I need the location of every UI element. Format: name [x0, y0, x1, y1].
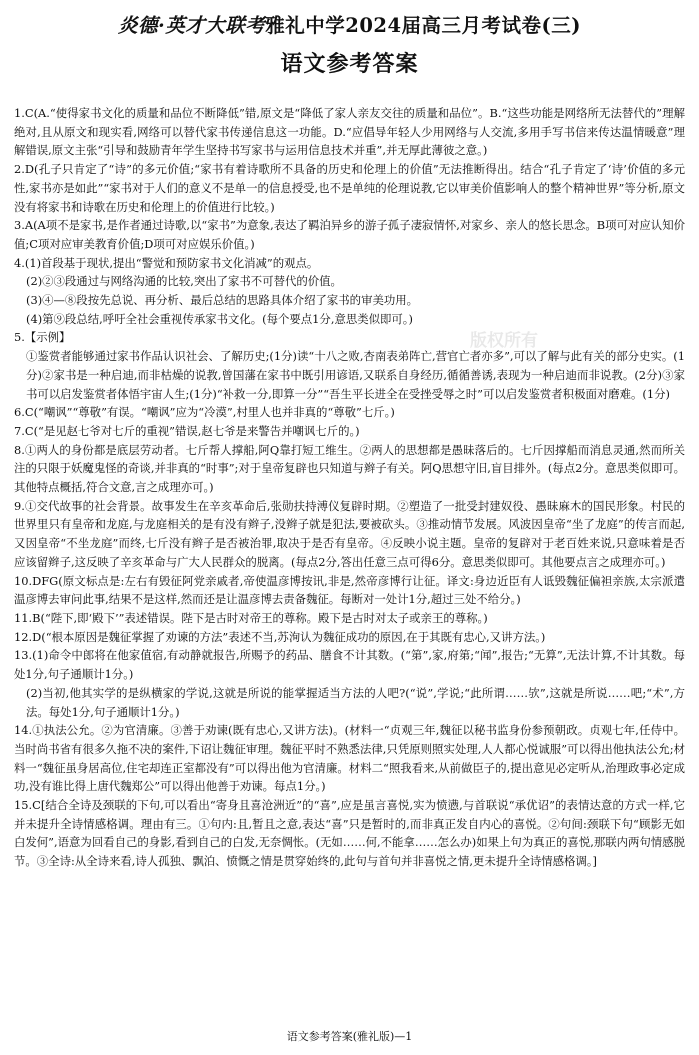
answer-item [14, 422, 685, 441]
answer-number: 3. [14, 218, 25, 233]
answer-number: 12. [14, 629, 33, 644]
answer-item [14, 572, 685, 609]
answer-item [14, 291, 685, 310]
answer-text: 【示例】 [24, 330, 71, 345]
answer-number: 11. [14, 610, 33, 625]
answer-item [14, 609, 685, 628]
school-exam-name: 雅礼中学2024届高三月考试卷(三) [265, 14, 582, 37]
answer-text: (2)当初,他其实学的是纵横家的学说,这就是所说的能掌握适当方法的人吧?(“说”,学说;“此所谓……欤”,这就是所说……吧;“术”,方法。每处1分,句子通顺计1分。) [26, 685, 685, 719]
answer-text: (3)④—⑧段按先总说、再分析、最后总结的思路具体介绍了家书的审美功用。 [26, 293, 419, 308]
answer-number: 9. [14, 498, 25, 513]
answer-text: C[结合全诗及颈联的下句,可以看出“寄身且喜沧洲近”的“喜”,应是虽言喜悦,实为愤懑,与首联说“承优诏”的表情达意的方式一样,它并未提升全诗情感格调。理由有三。①句内:且,暂且之意,表达“喜”只是暂时的,而非真正发自内心的喜悦。②句间:颈联下句“顾影无如白发何”,语意为回看自己的身影,看到自己的白发,无奈惆怅。(无如……何,不能拿……怎么办)如果上句为真正的喜悦,那联内两句情感脱节。③全诗:从全诗来看,诗人孤独、飘泊、愤慨之情是贯穿始终的,此句与首句并非喜悦之情,更未提升全诗情感格调。] [14, 798, 685, 869]
answer-number: 6. [14, 405, 25, 420]
answer-number: 13. [14, 648, 33, 663]
answer-item [14, 684, 685, 721]
answer-number: 5. [14, 330, 25, 345]
answer-text: (2)②③段通过与网络沟通的比较,突出了家书不可替代的价值。 [26, 274, 342, 289]
exam-title [0, 14, 699, 38]
answer-number: 15. [14, 798, 33, 813]
answer-number: 7. [14, 423, 25, 438]
answer-number: 2. [14, 162, 25, 177]
answer-item [14, 628, 685, 647]
answer-item [14, 272, 685, 291]
answer-item [14, 328, 685, 347]
answer-text: (4)第⑨段总结,呼吁全社会重视传承家书文化。(每个要点1分,意思类似即可。) [26, 311, 413, 326]
answer-item [14, 104, 685, 160]
answer-text: C(“是见赵七爷对七斤的重视”错误,赵七爷是来警告并嘲讽七斤的。) [24, 423, 360, 438]
answer-text: D(孔子只肯定了“诗”的多元价值;“家书有着诗歌所不具备的历史和伦理上的价值”无法推断得出。结合“孔子肯定了‘诗’价值的多元性,家书亦是如此”“家书对于人们的意义不是单一的信息授受,也不是单纯的伦理说教,它以审美价值影响人的整个精神世界”等分析,原文没有将家书和诗歌在历史和伦理上的价值进行比较。) [14, 162, 685, 214]
answer-text: (1)命令中郎将在他家值宿,有动静就报告,所赐予的药品、膳食不计其数。(“第”,家,府第;“闻”,报告;“无算”,无法计算,不计其数。每处1分,句子通顺计1分。) [14, 648, 685, 682]
answer-item [14, 796, 685, 871]
page-header [0, 0, 699, 78]
answer-item [14, 721, 685, 796]
answer-list [14, 104, 685, 871]
answer-number: 4. [14, 255, 25, 270]
answer-text: ①鉴赏者能够通过家书作品认识社会、了解历史;(1分)读“十八之败,杏南表弟阵亡,营官亡者亦多”,可以了解与此有关的部分史实。(1分)②家书是一种启迪,而非枯燥的说教,曾国藩在家书中既引用谚语,又联系自身经历,循循善诱,表现为一种启迪而非说教。(2分)③家书可以启发鉴赏者体悟宇宙人生;(1分)“补救一分,即算一分”“吾生平长进全在受挫受辱之时”可以启发鉴赏者积极面对磨难。(1分) [26, 349, 685, 401]
answer-item [14, 497, 685, 572]
page-subtitle: 语文参考答案 [280, 51, 419, 77]
answer-text: A(A项不是家书,是作者通过诗歌,以“家书”为意象,表达了羁泊异乡的游子孤子凄寂情怀,对家乡、亲人的悠长思念。B项可对应认知价值;C项对应审美教育价值;D项可对应娱乐价值。) [14, 218, 685, 251]
answer-text: C(“嘲讽”“尊敬”有误。“嘲讽”应为“冷漠”,村里人也并非真的“尊敬”七斤。) [24, 405, 395, 420]
page-footer: 语文参考答案(雅礼版)—1 [286, 1030, 413, 1043]
answer-item [14, 310, 685, 329]
answer-item [14, 216, 685, 253]
answer-item [14, 646, 685, 683]
answer-number: 8. [14, 442, 25, 457]
answer-text: B(“陛下,即‘殿下’”表述错误。陛下是古时对帝王的尊称。殿下是古时对太子或亲王的尊称。) [32, 610, 488, 625]
answer-text: DFG(原文标点是:左右有毁征阿党亲戚者,帝使温彦博按讯,非是,然帝彦博行让征。译文:身边近臣有人诋毁魏征偏袒亲族,太宗派遣温彦博去审问此事,结果不是这样,然而还是让温彦博去责备魏征。每断对一处计1分,超过三处不给分。) [14, 573, 685, 607]
answer-text: D(“根本原因是魏征掌握了劝谏的方法”表述不当,苏洵认为魏征成功的原因,在于其既有忠心,又讲方法。) [32, 629, 546, 644]
answer-item [14, 347, 685, 403]
answer-number: 14. [14, 723, 33, 738]
brand-name: 炎德·英才大联考 [117, 14, 266, 37]
answer-text: ①执法公允。②为官清廉。③善于劝谏(既有忠心,又讲方法)。(材料一“贞观三年,魏征以秘书监身份参预朝政。贞观七年,任侍中。当时尚书省有很多久拖不决的案件,下诏让魏征审理。魏征平时不熟悉法律,只凭原则照实处理,人人都心悦诚服”可以得出他执法公允;材料一“魏征虽身居高位,住宅却连正室都没有”可以得出他为官清廉。材料二“照我看来,从前做臣子的,提出意见必定听从,治理政事必定成功,没有谁比得上唐代魏郑公”可以得出他善于劝谏。每点1分。) [14, 723, 685, 794]
answer-text: C(A.“使得家书文化的质量和品位不断降低”错,原文是“降低了家人亲友交往的质量和品位”。B.“这些功能是网络所无法替代的”理解绝对,且从原文和现实看,网络可以替代家书传递信息这一功能。D.“应倡导年轻人少用网络与人交流,多用手写书信来传达温情暖意”理解错误,原文主张“引导和鼓励青年学生坚持书写家书与运用信息技术并重”,并无厚此薄彼之意。) [14, 106, 685, 158]
answer-item [14, 254, 685, 273]
answer-number: 1. [14, 106, 25, 120]
answer-text: ①交代故事的社会背景。故事发生在辛亥革命后,张勋扶持溥仪复辟时期。②塑造了一批受封建奴役、愚昧麻木的国民形象。村民的世界里只有皇帝和龙庭,与龙庭相关的是有没有辫子,没辫子就是犯法,要被砍头。③推动情节发展。风波因皇帝“坐了龙庭”的传言而起,又因皇帝“不坐龙庭”而终,七斤没有辫子是否被治罪,取决于是否有皇帝。④反映小说主题。皇帝的复辟对于老百姓来说,只意味着是否应该留辫子,这反映了辛亥革命与广大人民群众的脱离。(每点2分,答出任意三点可得6分。意思类似即可。其他要点言之成理亦可。) [14, 498, 685, 569]
watermark-text: 版权所有 [470, 331, 538, 351]
answer-number: 10. [14, 573, 33, 588]
answer-item [14, 403, 685, 422]
answer-item [14, 441, 685, 497]
answer-text: ①两人的身份都是底层劳动者。七斤帮人撑船,阿Q靠打短工维生。②两人的思想都是愚昧落后的。七斤因撑船而消息灵通,然而所关注的只限于妖魔鬼怪的奇谈,并非真的“时事”;对于皇帝复辟也只知道与辫子有关。阿Q思想守旧,盲目排外。(每点2分。意思类似即可。其他特点概括,符合文意,言之成理亦可。) [14, 442, 685, 495]
answer-text: (1)首段基于现状,提出“警觉和预防家书文化消减”的观点。 [24, 255, 319, 270]
answer-item [14, 160, 685, 216]
